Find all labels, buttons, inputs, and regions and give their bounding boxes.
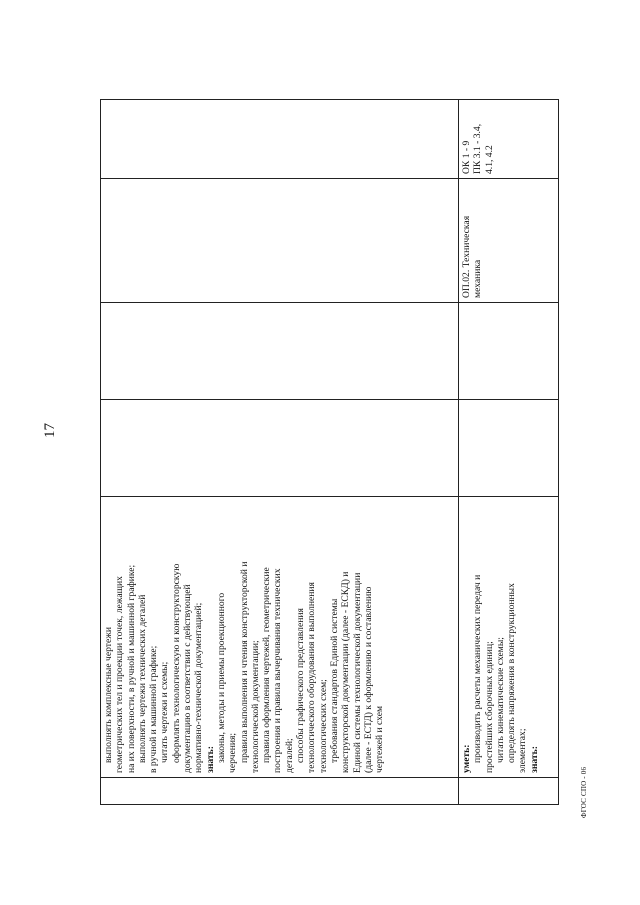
requirements-cell bbox=[101, 497, 459, 778]
text-line: нормативно-технической документацией; bbox=[193, 602, 205, 773]
text-line: на их поверхности, в ручной и машинной графике; bbox=[125, 564, 137, 773]
discipline-line: механика bbox=[472, 259, 484, 298]
competency-line: ПК 3.1 - 3.4, bbox=[472, 123, 484, 174]
text-line: технологических схем; bbox=[317, 679, 329, 773]
text-line: требования стандартов Единой системы bbox=[328, 598, 340, 763]
text-line: черчения; bbox=[227, 732, 239, 773]
standards-table bbox=[100, 99, 559, 805]
text-line: законы, методы и приемы проекционного bbox=[215, 592, 227, 763]
footer-code: ФГОС СПО - 06 bbox=[580, 766, 588, 818]
text-line: построения и правила вычерчивания технических bbox=[272, 568, 284, 773]
text-line: читать кинематические схемы; bbox=[494, 637, 506, 763]
text-line: технологической документации; bbox=[249, 640, 261, 773]
text-line: читать чертежи и схемы; bbox=[159, 661, 171, 763]
competencies-cell bbox=[459, 100, 559, 179]
text-line: выполнять комплексные чертежи bbox=[103, 626, 114, 763]
text-line: чертежей и схем bbox=[374, 705, 386, 773]
text-line: определять напряжения в конструкционных bbox=[506, 583, 518, 763]
text-line: геометрических тел и проекции точек, лежащих bbox=[114, 576, 126, 773]
text-line: правила оформления чертежей, геометрические bbox=[261, 567, 273, 763]
text-line: выполнять чертежи технических деталей bbox=[136, 594, 148, 763]
competency-line: ОК 1 - 9 bbox=[461, 140, 472, 174]
text-line: способы графического представления bbox=[295, 608, 307, 763]
table-row bbox=[459, 100, 559, 805]
text-line: документацию в соответствии с действующей bbox=[182, 584, 194, 773]
requirements-text bbox=[461, 501, 540, 773]
discipline-cell bbox=[459, 179, 559, 303]
requirements-text bbox=[103, 501, 385, 773]
text-line: оформлять технологическую и конструкторскую bbox=[170, 563, 182, 763]
text-line: уметь: bbox=[461, 744, 472, 773]
page-number: 17 bbox=[42, 423, 58, 438]
table-cell-empty bbox=[101, 100, 459, 179]
text-line: (далее - ЕСТД) к оформлению и составлению bbox=[362, 586, 374, 773]
text-line: простейших сборочных единиц; bbox=[483, 641, 495, 773]
competency-line: 4.1, 4.2 bbox=[483, 145, 495, 174]
table-cell-empty bbox=[459, 778, 559, 805]
text-line: знать: bbox=[528, 746, 540, 773]
text-line: деталей; bbox=[283, 738, 295, 773]
requirements-cell bbox=[459, 497, 559, 778]
text-line: технологического оборудования и выполнения bbox=[306, 582, 318, 773]
text-line: знать: bbox=[204, 746, 216, 773]
text-line: конструкторской документации (далее - ЕСКД) и bbox=[340, 571, 352, 773]
table-cell-empty bbox=[101, 400, 459, 497]
table-cell-empty bbox=[459, 303, 559, 400]
table-cell-empty bbox=[459, 400, 559, 497]
text-line: Единой системы технологической документации bbox=[351, 572, 363, 773]
text-line: элементах; bbox=[517, 728, 529, 773]
table-cell-empty bbox=[101, 179, 459, 303]
table-cell-empty bbox=[101, 778, 459, 805]
text-line: в ручной и машинной графике; bbox=[148, 645, 160, 773]
table-row bbox=[101, 100, 459, 805]
text-line: производить расчеты механических передач и bbox=[472, 574, 484, 763]
table-cell-empty bbox=[101, 303, 459, 400]
text-line: правила выполнения и чтения конструкторской и bbox=[238, 561, 250, 763]
discipline-line: ОП.02. Техническая bbox=[461, 215, 472, 298]
